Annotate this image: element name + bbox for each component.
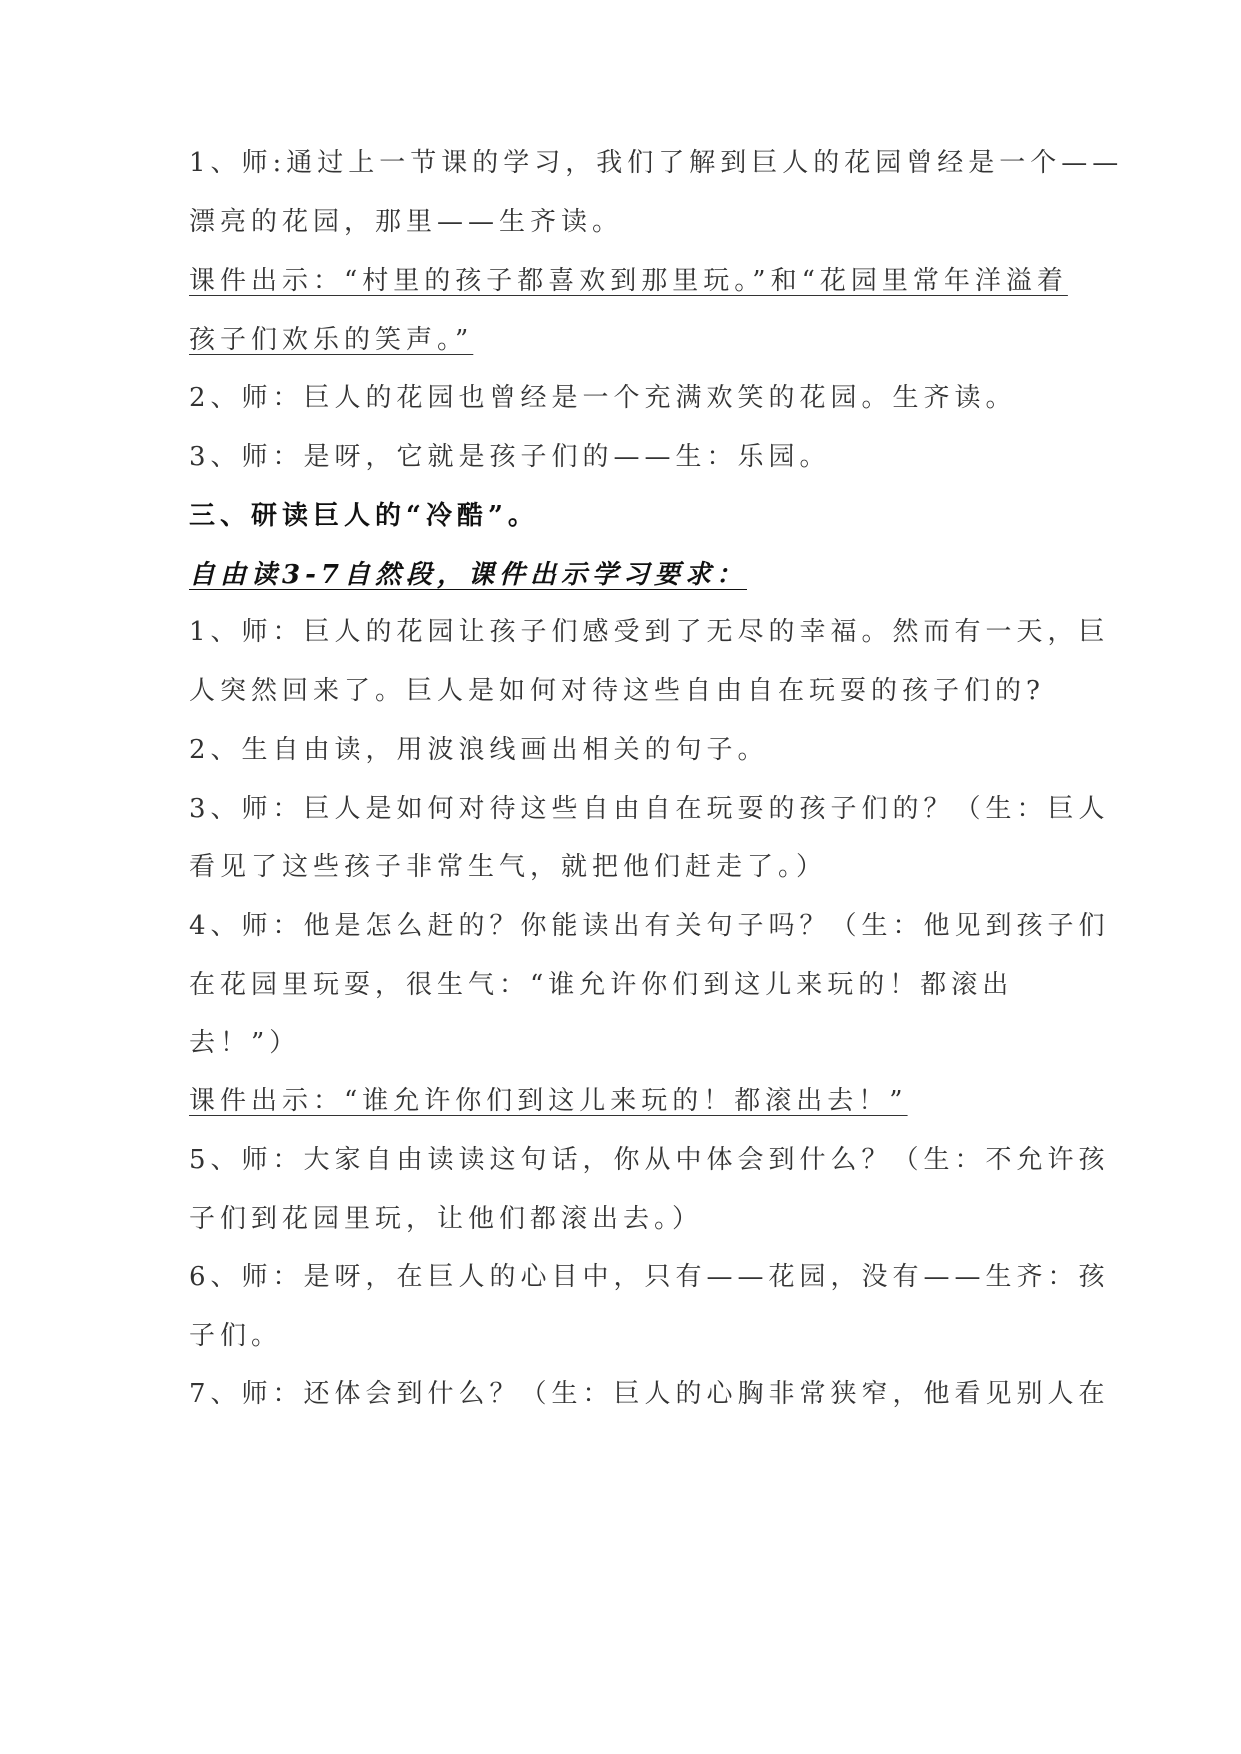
paragraph-line-3: 2、师：巨人的花园也曾经是一个充满欢笑的花园。生齐读。 [189,383,1017,413]
paragraph-line-9: 看见了这些孩子非常生气，就把他们赶走了。） [189,852,828,882]
paragraph-line-14: 子们到花园里玩，让他们都滚出去。） [189,1204,704,1234]
paragraph-line-17: 7、师：还体会到什么？（生：巨人的心胸非常狭窄，他看见别人在 [189,1379,1110,1409]
paragraph-line-7: 2、生自由读，用波浪线画出相关的句子。 [189,735,769,765]
task-requirement: 自由读3-7自然段，课件出示学习要求： [189,560,747,590]
paragraph-line-13: 5、师：大家自由读读这句话，你从中体会到什么？（生：不允许孩 [189,1145,1110,1175]
paragraph-line-15: 6、师：是呀，在巨人的心目中，只有——花园，没有——生齐：孩 [189,1262,1110,1292]
paragraph-line-4: 3、师：是呀，它就是孩子们的——生：乐园。 [189,442,831,472]
paragraph-line-12: 去！”） [189,1028,301,1058]
paragraph-line-16: 子们。 [189,1321,283,1351]
courseware-line-3: 课件出示：“谁允许你们到这儿来玩的！都滚出去！” [189,1086,908,1116]
paragraph-line-5: 1、师：巨人的花园让孩子们感受到了无尽的幸福。然而有一天，巨 [189,617,1110,647]
paragraph-line-2: 漂亮的花园，那里——生齐读。 [189,207,624,237]
paragraph-line-8: 3、师：巨人是如何对待这些自由自在玩耍的孩子们的？（生：巨人 [189,794,1110,824]
paragraph-line-1: 1、师:通过上一节课的学习，我们了解到巨人的花园曾经是一个—— [189,148,1124,178]
paragraph-line-11: 在花园里玩耍，很生气：“谁允许你们到这儿来玩的！都滚出 [189,970,1014,1000]
courseware-line-2: 孩子们欢乐的笑声。” [189,325,474,355]
paragraph-line-6: 人突然回来了。巨人是如何对待这些自由自在玩耍的孩子们的? [189,676,1045,706]
paragraph-line-10: 4、师：他是怎么赶的？你能读出有关句子吗？（生：他见到孩子们 [189,911,1110,941]
section-heading: 三、研读巨人的“冷酷”。 [189,501,539,531]
courseware-line-1: 课件出示：“村里的孩子都喜欢到那里玩。”和“花园里常年洋溢着 [189,266,1068,296]
